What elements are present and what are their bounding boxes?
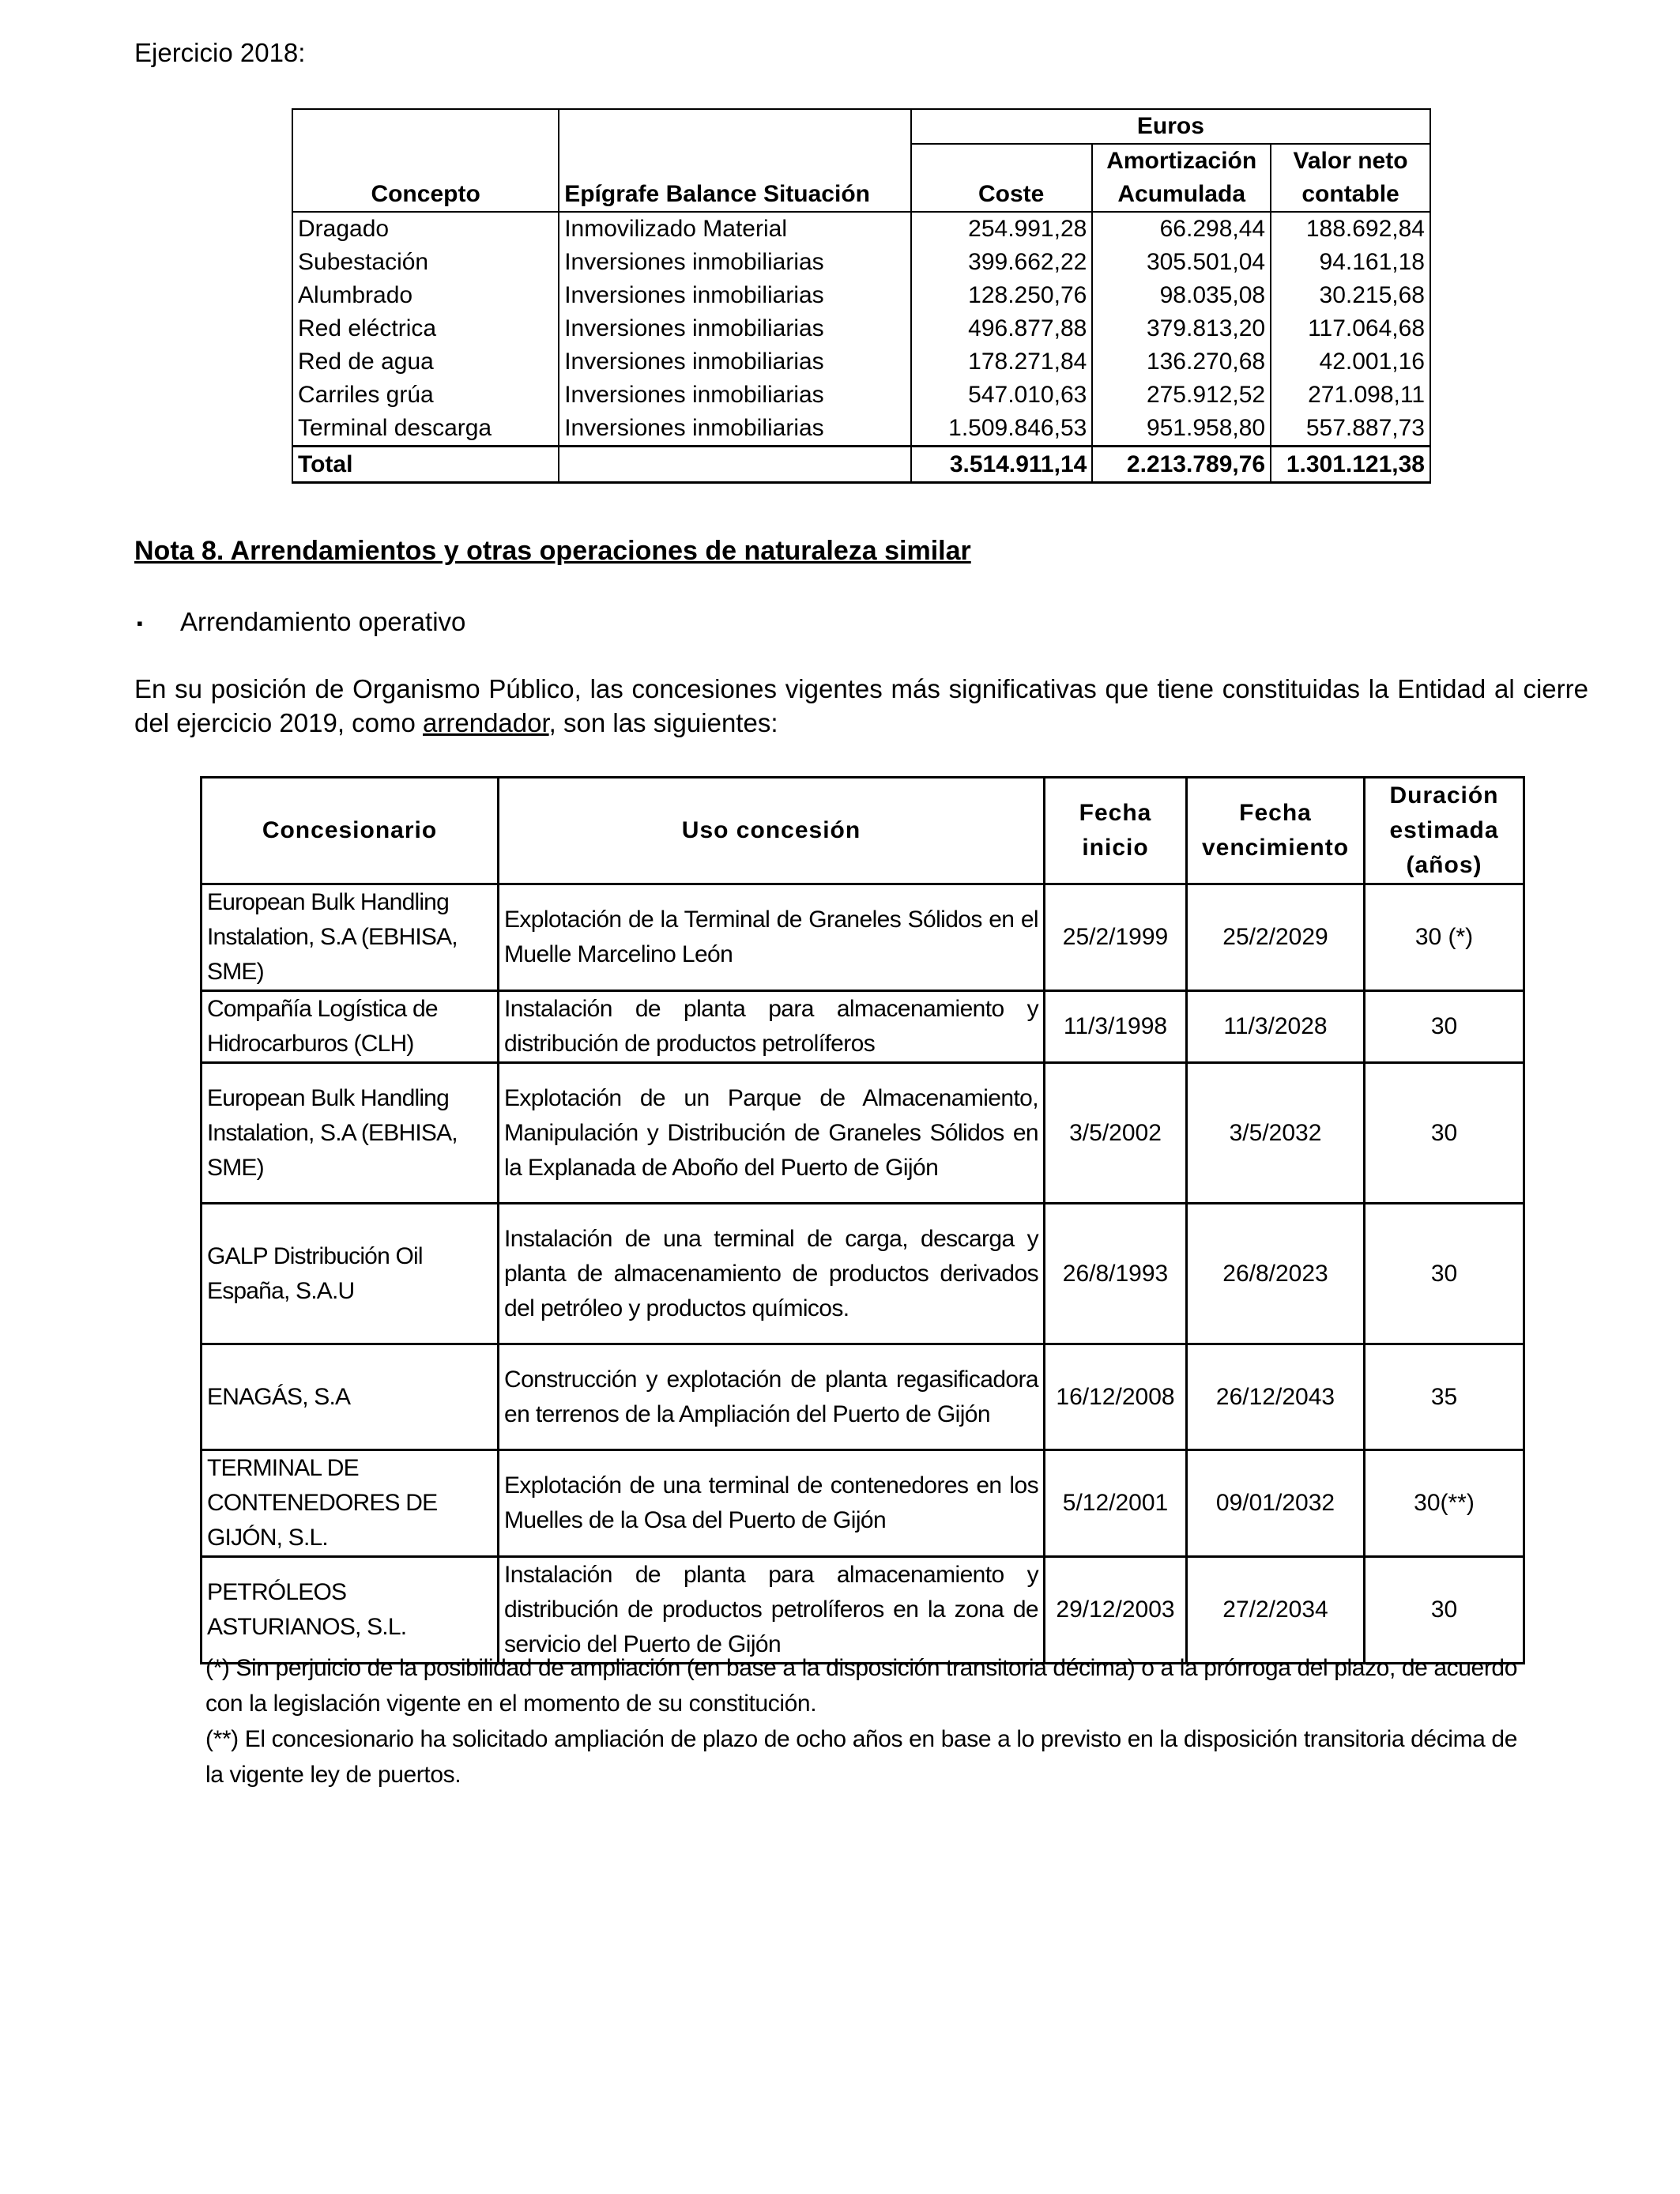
footnote-single-asterisk: (*) Sin perjuicio de la posibilidad de ampliación (en base a la disposición transitoria décima) o a la prórroga del plazo, de acuerdo con la legislación vigente en el momento de su constitución.	[205, 1655, 1517, 1717]
concepto-cell: Red de agua	[292, 345, 559, 379]
epigrafe-cell: Inversiones inmobiliarias	[559, 379, 911, 412]
total-amortizacion: 2.213.789,76	[1092, 447, 1271, 483]
amortizacion-cell: 305.501,04	[1092, 246, 1271, 279]
table-row	[202, 884, 1524, 991]
header-blank	[559, 109, 911, 144]
concepto-cell: Subestación	[292, 246, 559, 279]
amortizacion-cell: 379.813,20	[1092, 312, 1271, 345]
fecha-vencimiento-cell: 27/2/2034	[1187, 1557, 1365, 1664]
valor-neto-header-line1: Valor neto	[1271, 144, 1430, 178]
concesionario-cell: European Bulk Handling Instalation, S.A (EBHISA, SME)	[202, 884, 499, 991]
table-row	[292, 312, 1430, 345]
header-blank	[559, 144, 911, 178]
amortizacion-cell: 275.912,52	[1092, 379, 1271, 412]
footnote-double-asterisk: (**) El concesionario ha solicitado ampliación de plazo de ocho años en base a lo previsto en la disposición transitoria décima de la vigente ley de puertos.	[205, 1726, 1517, 1788]
duracion-cell: 30 (*)	[1365, 884, 1524, 991]
nota-8-title: Nota 8. Arrendamientos y otras operaciones de naturaleza similar	[134, 536, 971, 566]
concepto-cell: Carriles grúa	[292, 379, 559, 412]
paragraph-text-end: , son las siguientes:	[548, 708, 778, 737]
paragraph-text: En su posición de Organismo Público, las concesiones vigentes más significativas que tiene constituidas la Entidad al cierre del ejercicio 2019, como	[134, 674, 1588, 737]
header-blank	[292, 144, 559, 178]
fecha-vencimiento-cell: 3/5/2032	[1187, 1063, 1365, 1204]
fecha-vencimiento-cell: 25/2/2029	[1187, 884, 1365, 991]
fecha-vencimiento-cell: 11/3/2028	[1187, 991, 1365, 1063]
concepto-cell: Terminal descarga	[292, 412, 559, 447]
uso-cell: Explotación de la Terminal de Graneles Sólidos en el Muelle Marcelino León	[499, 884, 1045, 991]
fecha-vencimiento-header-line1: Fecha	[1239, 800, 1312, 826]
total-epigrafe-cell	[559, 447, 911, 483]
amortizacion-header-line2: Acumulada	[1092, 178, 1271, 212]
amortizacion-cell: 951.958,80	[1092, 412, 1271, 447]
valor-neto-header-line2: contable	[1271, 178, 1430, 212]
concepto-cell: Dragado	[292, 212, 559, 246]
fecha-inicio-cell: 11/3/1998	[1045, 991, 1187, 1063]
fecha-vencimiento-cell: 26/8/2023	[1187, 1204, 1365, 1344]
amortizacion-cell: 98.035,08	[1092, 279, 1271, 312]
fecha-inicio-header-line1: Fecha	[1079, 800, 1152, 826]
table-row	[202, 1344, 1524, 1450]
concesionario-cell: European Bulk Handling Instalation, S.A (EBHISA, SME)	[202, 1063, 499, 1204]
table-row	[202, 1063, 1524, 1204]
concessions-table	[200, 776, 1525, 1664]
square-bullet-icon: ▪	[137, 613, 143, 634]
assets-table-2018	[292, 108, 1431, 484]
duracion-cell: 30	[1365, 1557, 1524, 1664]
epigrafe-cell: Inmovilizado Material	[559, 212, 911, 246]
epigrafe-cell: Inversiones inmobiliarias	[559, 279, 911, 312]
valor-neto-cell: 557.887,73	[1271, 412, 1430, 447]
uso-cell: Explotación de una terminal de contenedores en los Muelles de la Osa del Puerto de Gijón	[499, 1450, 1045, 1557]
duracion-cell: 30	[1365, 1063, 1524, 1204]
table-row	[202, 1557, 1524, 1664]
fecha-inicio-cell: 29/12/2003	[1045, 1557, 1187, 1664]
intro-paragraph	[134, 672, 1588, 740]
concepto-cell: Alumbrado	[292, 279, 559, 312]
arrendador-underlined: arrendador	[423, 708, 549, 737]
header-blank	[292, 109, 559, 144]
amortizacion-cell: 136.270,68	[1092, 345, 1271, 379]
fecha-inicio-cell: 16/12/2008	[1045, 1344, 1187, 1450]
coste-cell: 496.877,88	[911, 312, 1093, 345]
fecha-vencimiento-cell: 26/12/2043	[1187, 1344, 1365, 1450]
total-row	[292, 447, 1430, 483]
coste-cell: 399.662,22	[911, 246, 1093, 279]
duracion-header-line1: Duración	[1389, 782, 1499, 809]
table-row	[202, 1204, 1524, 1344]
concesionario-header: Concesionario	[202, 778, 499, 884]
uso-cell: Instalación de planta para almacenamiento y distribución de productos petrolíferos	[499, 991, 1045, 1063]
section-heading: Ejercicio 2018:	[134, 38, 306, 67]
fecha-vencimiento-header	[1187, 778, 1365, 884]
fecha-inicio-cell: 25/2/1999	[1045, 884, 1187, 991]
concesionario-cell: GALP Distribución Oil España, S.A.U	[202, 1204, 499, 1344]
concesionario-cell: Compañía Logística de Hidrocarburos (CLH)	[202, 991, 499, 1063]
coste-cell: 128.250,76	[911, 279, 1093, 312]
coste-cell: 1.509.846,53	[911, 412, 1093, 447]
table-row	[202, 1450, 1524, 1557]
coste-cell: 254.991,28	[911, 212, 1093, 246]
fecha-inicio-cell: 26/8/1993	[1045, 1204, 1187, 1344]
valor-neto-cell: 94.161,18	[1271, 246, 1430, 279]
total-label: Total	[292, 447, 559, 483]
uso-cell: Construcción y explotación de planta regasificadora en terrenos de la Ampliación del Puerto de Gijón	[499, 1344, 1045, 1450]
epigrafe-header: Epígrafe Balance Situación	[559, 178, 911, 212]
total-coste: 3.514.911,14	[911, 447, 1093, 483]
total-valor-neto: 1.301.121,38	[1271, 447, 1430, 483]
valor-neto-cell: 30.215,68	[1271, 279, 1430, 312]
fecha-inicio-header-line2: inicio	[1082, 835, 1149, 861]
duracion-cell: 30	[1365, 1204, 1524, 1344]
table-row	[292, 246, 1430, 279]
epigrafe-cell: Inversiones inmobiliarias	[559, 246, 911, 279]
concesionario-cell: PETRÓLEOS ASTURIANOS, S.L.	[202, 1557, 499, 1664]
valor-neto-cell: 271.098,11	[1271, 379, 1430, 412]
amortizacion-header-line1: Amortización	[1092, 144, 1271, 178]
coste-cell: 178.271,84	[911, 345, 1093, 379]
amortizacion-cell: 66.298,44	[1092, 212, 1271, 246]
duracion-header-line3: (años)	[1406, 852, 1482, 878]
coste-cell: 547.010,63	[911, 379, 1093, 412]
uso-cell: Instalación de una terminal de carga, descarga y planta de almacenamiento de productos derivados del petróleo y productos químicos.	[499, 1204, 1045, 1344]
table-row	[292, 379, 1430, 412]
concesionario-cell: TERMINAL DE CONTENEDORES DE GIJÓN, S.L.	[202, 1450, 499, 1557]
concesionario-cell: ENAGÁS, S.A	[202, 1344, 499, 1450]
fecha-inicio-cell: 5/12/2001	[1045, 1450, 1187, 1557]
table-row	[292, 279, 1430, 312]
duracion-cell: 35	[1365, 1344, 1524, 1450]
valor-neto-cell: 188.692,84	[1271, 212, 1430, 246]
valor-neto-cell: 42.001,16	[1271, 345, 1430, 379]
uso-header: Uso concesión	[499, 778, 1045, 884]
duracion-header	[1365, 778, 1524, 884]
valor-neto-cell: 117.064,68	[1271, 312, 1430, 345]
table-row	[292, 212, 1430, 246]
table-row	[292, 345, 1430, 379]
fecha-vencimiento-header-line2: vencimiento	[1201, 835, 1350, 861]
fecha-inicio-cell: 3/5/2002	[1045, 1063, 1187, 1204]
epigrafe-cell: Inversiones inmobiliarias	[559, 312, 911, 345]
fecha-vencimiento-cell: 09/01/2032	[1187, 1450, 1365, 1557]
uso-cell: Explotación de un Parque de Almacenamiento, Manipulación y Distribución de Graneles Sólidos en la Explanada de Aboño del Puerto de Gijón	[499, 1063, 1045, 1204]
fecha-inicio-header	[1045, 778, 1187, 884]
epigrafe-cell: Inversiones inmobiliarias	[559, 345, 911, 379]
duracion-cell: 30	[1365, 991, 1524, 1063]
duracion-header-line2: estimada	[1389, 817, 1499, 843]
concepto-header: Concepto	[292, 178, 559, 212]
table-row	[292, 412, 1430, 447]
uso-cell: Instalación de planta para almacenamiento y distribución de productos petrolíferos en la zona de servicio del Puerto de Gijón	[499, 1557, 1045, 1664]
bullet-text: Arrendamiento operativo	[180, 607, 466, 636]
table-row	[202, 991, 1524, 1063]
header-blank	[911, 144, 1093, 178]
coste-header: Coste	[911, 178, 1093, 212]
concepto-cell: Red eléctrica	[292, 312, 559, 345]
euros-group-header: Euros	[911, 109, 1430, 144]
bullet-item	[137, 607, 465, 637]
epigrafe-cell: Inversiones inmobiliarias	[559, 412, 911, 447]
duracion-cell: 30(**)	[1365, 1450, 1524, 1557]
